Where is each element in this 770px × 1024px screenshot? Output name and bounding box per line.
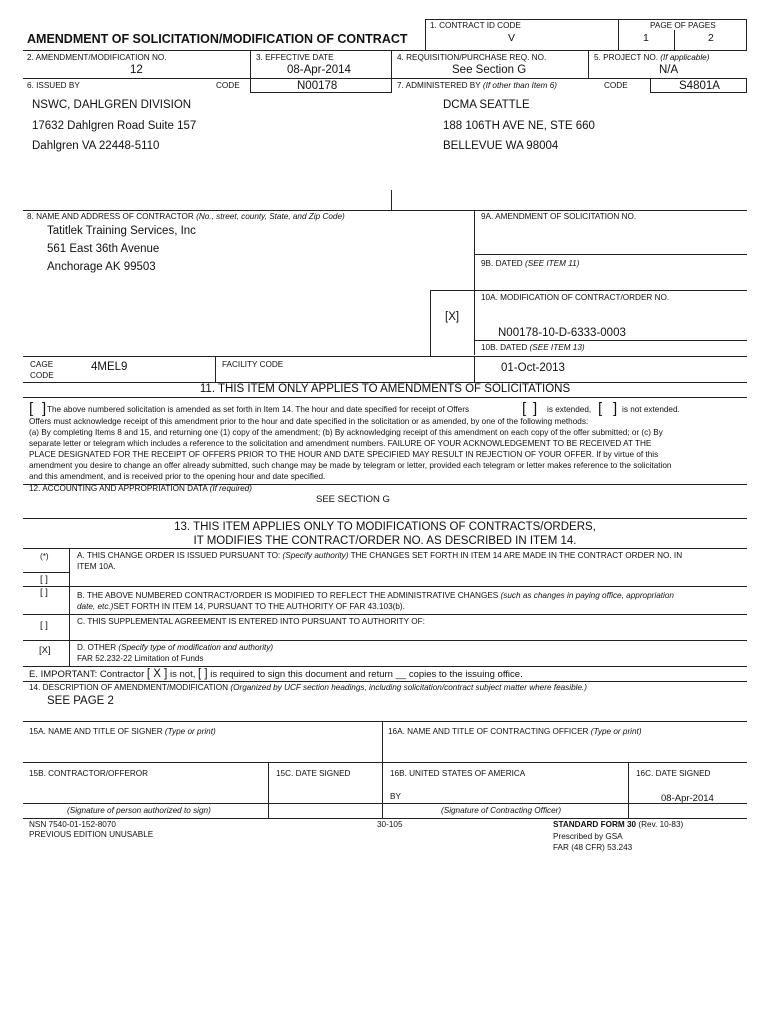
rule bbox=[746, 19, 747, 50]
accounting-label: 12. ACCOUNTING AND APPROPRIATION DATA (If required) bbox=[29, 484, 252, 493]
by-label: BY bbox=[390, 792, 401, 801]
rule bbox=[23, 50, 747, 51]
item13d-text: D. OTHER (Specify type of modification and authority) bbox=[77, 643, 274, 652]
item11-body: and this amendment, and is received prior to the opening hour and date specified. bbox=[29, 472, 326, 481]
item11-line: The above numbered solicitation is amended as set forth in Item 14. The hour and date specified for receipt of Offers bbox=[47, 405, 470, 414]
rule bbox=[23, 666, 747, 667]
rule bbox=[628, 762, 629, 818]
item13b-mark[interactable]: [ ] bbox=[40, 587, 48, 598]
prescribed-by: Prescribed by GSA bbox=[553, 832, 623, 841]
item13-title: 13. THIS ITEM APPLIES ONLY TO MODIFICATIONS OF CONTRACTS/ORDERS, bbox=[174, 521, 596, 533]
admin-by-line: BELLEVUE WA 98004 bbox=[443, 140, 559, 152]
modification-of-contract-label: 10A. MODIFICATION OF CONTRACT/ORDER NO. bbox=[481, 293, 670, 302]
item11-body: separate letter or telegram which includes a reference to the solicitation and amendment numbers. FAILURE OF YOUR ACKNOWLEDGEMENT TO BE RECEIVED AT THE bbox=[29, 439, 652, 448]
item13c-mark[interactable]: [ ] bbox=[40, 620, 48, 631]
project-no-value: N/A bbox=[659, 64, 679, 76]
rule bbox=[23, 356, 747, 357]
issued-by-line: Dahlgren VA 22448-5110 bbox=[32, 140, 160, 152]
rule bbox=[474, 254, 747, 255]
item13d-value: FAR 52.232-22 Limitation of Funds bbox=[77, 654, 204, 663]
dated-9b-label: 9B. DATED (SEE ITEM 11) bbox=[481, 259, 580, 268]
usa-label: 16B. UNITED STATES OF AMERICA bbox=[390, 769, 526, 778]
rule bbox=[23, 78, 747, 79]
date-16c-value: 08-Apr-2014 bbox=[661, 793, 714, 804]
amendment-no-value: 12 bbox=[130, 64, 143, 76]
description-value: SEE PAGE 2 bbox=[47, 695, 114, 707]
contractor-line: Tatitlek Training Services, Inc bbox=[47, 225, 196, 237]
officer-name-label: 16A. NAME AND TITLE OF CONTRACTING OFFICER (Type or print) bbox=[388, 727, 642, 736]
admin-code-value: S4801A bbox=[679, 80, 720, 92]
date-signed-16c-label: 16C. DATE SIGNED bbox=[636, 769, 711, 778]
rule bbox=[474, 210, 475, 355]
amendment-no-label: 2. AMENDMENT/MODIFICATION NO. bbox=[27, 53, 167, 62]
item13-title: IT MODIFIES THE CONTRACT/ORDER NO. AS DESCRIBED IN ITEM 14. bbox=[193, 535, 577, 547]
signature-officer-caption: (Signature of Contracting Officer) bbox=[441, 806, 562, 815]
admin-by-line: 188 106TH AVE NE, STE 660 bbox=[443, 120, 595, 132]
page-number: 1 bbox=[643, 32, 649, 44]
rule bbox=[69, 548, 70, 666]
item11-title: 11. THIS ITEM ONLY APPLIES TO AMENDMENTS OF SOLICITATIONS bbox=[199, 383, 571, 395]
bracket-close: ] bbox=[533, 400, 538, 417]
pages-total: 2 bbox=[708, 32, 714, 44]
item13a-mark[interactable]: (*) bbox=[40, 552, 49, 561]
item11-body: amendment you desire to change an offer already submitted, such change may be made by telegram or letter, provided each telegram or letter makes reference to the solicitation bbox=[29, 461, 672, 470]
item13d-mark[interactable]: [X] bbox=[39, 645, 51, 656]
contractor-label: 8. NAME AND ADDRESS OF CONTRACTOR (No., street, county, State, and Zip Code) bbox=[27, 212, 345, 221]
dated-10b-label: 10B. DATED (SEE ITEM 13) bbox=[481, 343, 585, 352]
accounting-value: SEE SECTION G bbox=[316, 494, 390, 505]
signature-contractor-caption: (Signature of person authorized to sign) bbox=[67, 806, 211, 815]
issued-by-line: NSWC, DAHLGREN DIVISION bbox=[32, 99, 192, 111]
bracket-open: [ bbox=[29, 400, 34, 417]
rule bbox=[391, 50, 392, 78]
item13b-text: B. THE ABOVE NUMBERED CONTRACT/ORDER IS MODIFIED TO REFLECT THE ADMINISTRATIVE CHANGES (such as changes in paying office, appropriation bbox=[77, 591, 674, 600]
requisition-value: See Section G bbox=[452, 64, 527, 76]
cage-value: 4MEL9 bbox=[91, 361, 128, 373]
rule bbox=[746, 78, 747, 92]
rule bbox=[650, 78, 651, 92]
description-label: 14. DESCRIPTION OF AMENDMENT/MODIFICATION (Organized by UCF section headings, including solicitation/contract subject matter where feasible.) bbox=[29, 683, 588, 692]
admin-code-label: CODE bbox=[604, 81, 628, 90]
admin-by-line: DCMA SEATTLE bbox=[443, 99, 530, 111]
rule bbox=[23, 614, 747, 615]
dated-10b-value: 01-Oct-2013 bbox=[501, 362, 565, 374]
item13c-text: C. THIS SUPPLEMENTAL AGREEMENT IS ENTERED INTO PURSUANT TO AUTHORITY OF: bbox=[77, 617, 425, 626]
item11-body: Offers must acknowledge receipt of this amendment prior to the hour and date specified in the solicitation or as amended, by one of the following methods: bbox=[29, 417, 589, 426]
rule bbox=[391, 78, 392, 92]
contractor-line: Anchorage AK 99503 bbox=[47, 261, 156, 273]
required-checkbox[interactable]: [ ] bbox=[198, 668, 208, 680]
item13-blank-mark[interactable]: [ ] bbox=[40, 574, 48, 585]
bracket-close: ] bbox=[42, 400, 47, 417]
item11-body: PLACE DESIGNATED FOR THE RECEIPT OF OFFERS PRIOR TO THE HOUR AND DATE SPECIFIED MAY RESULT IN REJECTION OF YOUR OFFER. If by virtue of this bbox=[29, 450, 659, 459]
item11-body: (a) By completing Items 8 and 15, and returning one (1) copy of the amendment; (b) By acknowledging receipt of this amendment on each copy of the offer submitted; or (c) By bbox=[29, 428, 663, 437]
issued-code-label: CODE bbox=[216, 81, 240, 90]
form-code: 30-105 bbox=[377, 820, 403, 829]
item13a-text: ITEM 10A. bbox=[77, 562, 116, 571]
rule bbox=[425, 19, 747, 20]
rule bbox=[268, 762, 269, 818]
page-of-pages-label: PAGE OF PAGES bbox=[650, 21, 716, 30]
item11-extended: is extended, bbox=[547, 405, 592, 414]
item13b-text: date, etc.)SET FORTH IN ITEM 14, PURSUANT TO THE AUTHORITY OF FAR 43.103(b). bbox=[77, 602, 405, 611]
rule bbox=[474, 356, 475, 382]
date-signed-15c-label: 15C. DATE SIGNED bbox=[276, 769, 351, 778]
rule bbox=[23, 572, 69, 573]
rule bbox=[23, 397, 747, 398]
rule bbox=[250, 50, 251, 78]
rule bbox=[650, 92, 747, 93]
rule bbox=[23, 818, 747, 819]
rule bbox=[250, 78, 251, 92]
not-required-checkbox[interactable]: [ X ] bbox=[146, 668, 168, 680]
rule bbox=[215, 356, 216, 382]
issued-by-label: 6. ISSUED BY bbox=[27, 81, 80, 90]
cage-label: CAGE bbox=[30, 360, 54, 369]
item11-not-extended: is not extended. bbox=[622, 405, 680, 414]
bracket-open: [ bbox=[522, 400, 527, 417]
rule bbox=[474, 340, 747, 341]
rule bbox=[430, 290, 431, 356]
cage-label: CODE bbox=[30, 371, 54, 380]
bracket-close: ] bbox=[613, 400, 618, 417]
rule bbox=[23, 518, 747, 519]
facility-code-label: FACILITY CODE bbox=[222, 360, 284, 369]
nsn-number: NSN 7540-01-152-8070 bbox=[29, 820, 116, 829]
standard-form-label: STANDARD FORM 30 (Rev. 10-83) bbox=[553, 820, 684, 829]
far-reference: FAR (48 CFR) 53.243 bbox=[553, 843, 633, 852]
rule bbox=[674, 30, 675, 50]
important-line: E. IMPORTANT: Contractor [ X ] is not, [ ] is required to sign this document and return __ copies to the issuing office. bbox=[29, 668, 523, 680]
rule bbox=[425, 19, 426, 50]
rule bbox=[618, 19, 619, 50]
contract-id-label: 1. CONTRACT ID CODE bbox=[430, 21, 521, 30]
rule bbox=[23, 762, 747, 763]
contract-id-value: V bbox=[508, 32, 516, 44]
requisition-label: 4. REQUISITION/PURCHASE REQ. NO. bbox=[397, 53, 547, 62]
rule bbox=[23, 721, 747, 722]
modification-contract-value: N00178-10-D-6333-0003 bbox=[498, 327, 626, 339]
amendment-of-solicitation-label: 9A. AMENDMENT OF SOLICITATION NO. bbox=[481, 212, 637, 221]
effective-date-label: 3. EFFECTIVE DATE bbox=[256, 53, 334, 62]
rule bbox=[391, 190, 392, 210]
signer-name-label: 15A. NAME AND TITLE OF SIGNER (Type or print) bbox=[29, 727, 216, 736]
form-title: AMENDMENT OF SOLICITATION/MODIFICATION OF CONTRACT bbox=[27, 32, 408, 46]
rule bbox=[588, 50, 589, 78]
item10-checkbox[interactable]: [X] bbox=[445, 311, 460, 323]
contractor-line: 561 East 36th Avenue bbox=[47, 243, 160, 255]
contractor-offeror-label: 15B. CONTRACTOR/OFFEROR bbox=[29, 769, 149, 778]
rule bbox=[23, 586, 747, 587]
rule bbox=[23, 640, 747, 641]
rule bbox=[23, 210, 747, 211]
bracket-open: [ bbox=[598, 400, 603, 417]
rule bbox=[23, 681, 747, 682]
issued-by-line: 17632 Dahlgren Road Suite 157 bbox=[32, 120, 197, 132]
rule bbox=[23, 803, 747, 804]
rule bbox=[23, 548, 747, 549]
rule bbox=[430, 290, 747, 291]
issued-code-value: N00178 bbox=[297, 80, 338, 92]
rule bbox=[250, 92, 392, 93]
effective-date-value: 08-Apr-2014 bbox=[287, 64, 351, 76]
project-no-label: 5. PROJECT NO. (If applicable) bbox=[594, 53, 710, 62]
item13a-text: A. THIS CHANGE ORDER IS ISSUED PURSUANT TO: (Specify authority) THE CHANGES SET FORTH IN ITEM 14 ARE MADE IN THE CONTRACT ORDER NO. IN bbox=[77, 551, 683, 560]
administered-by-label: 7. ADMINISTERED BY (If other than Item 6) bbox=[397, 81, 558, 90]
previous-edition-note: PREVIOUS EDITION UNUSABLE bbox=[29, 830, 154, 839]
